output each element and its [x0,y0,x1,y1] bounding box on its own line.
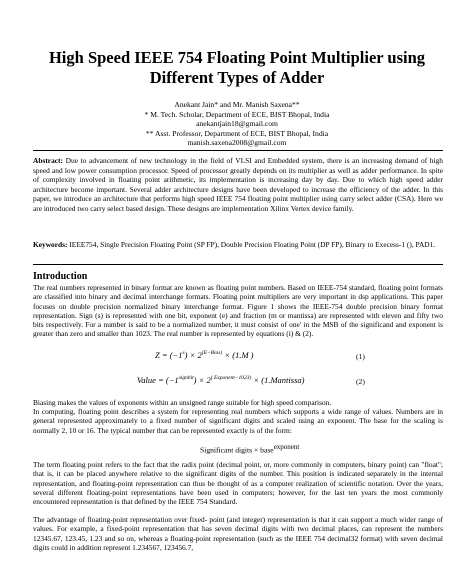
keywords [33,240,443,250]
significant-digits-formula: Significant digits × base$^{exponent}$ [200,443,300,455]
keywords-text: IEEE754, Single Precision Floating Point (SP FP), Double Precision Floating Point (DP FP), Binary to Execess-1 (), PAD1. [67,240,436,249]
abstract-label: Abstract: [33,156,63,165]
author-email-2: manish.saxena2008@gmail.com [187,138,287,148]
equation-2-number: (2) [356,377,365,386]
abstract-text: Due to advancement of new technology in the field of VLSI and Embedded system, there is an increasing demand of high speed and low power consumption processor. Speed of processor greatly depends on its multiplier as well as adder performance. In spite of complexity involved in floating point arithmetic, its implementation is increasing day by day. Due to which high speed adder architecture become important. Several adder architecture designs have been developed to increase the efficiency of the adder. In this paper, we introduce an architecture that performs high speed IEEE 754 floating point multiplier using carry select adder (CSA). Here we are introduced two carry select based design. These designs are implementation Xilinx Vertex device family. [33,156,443,213]
intro-paragraph-2: Biasing makes the values of exponents within an unsigned range suitable for high speed comparison. [33,398,332,407]
intro-paragraph-5: The advantage of floating-point representation over fixed- point (and integer) representation is that it can support a much wider range of values. For example, a fixed-point representation that has seven decimal digits with two decimal places, can represent the numbers 12345.67, 123.45, 1.23 and so on, whereas a floating-point representation (such as the IEEE 754 decimal32 format) with seven decimal digits could in addition represent 1.234567, 123456.7, [33,515,443,552]
divider-bottom [33,264,443,265]
author-email-1: anekantjain18@gmail.com [196,119,278,129]
section-heading-introduction: Introduction [33,271,88,282]
equation-2: Value = $(-1^{signbit}) \times 2^{( Exponent-1023)}$ × (1.Mantissa) [137,375,305,385]
equation-1-number: (1) [356,352,365,361]
author-block [60,100,414,148]
keywords-label: Keywords: [33,240,68,249]
intro-paragraph-1: The real numbers represented in binary format are known as floating point numbers. Based on IEEE-754 standard, floating point formats are classified into binary and decimal interchange formats. Floating point multipliers are very important in dsp applications. This paper focuses on double precision normalized binary interchange format. Figure 1 shows the IEEE-754 double precision binary format representation. Sign (s) is represented with one bit, exponent (e) and fraction (m or mantissa) are represented with eleven and fifty two bits respectively. For a number is said to be a normalized number, it must consist of one' in the MSB of the significand and exponent is greater than zero and smaller than 1023. The real number is represented by equations (i) & (2). [33,283,443,339]
divider-top [33,150,443,151]
intro-paragraph-3: In computing, floating point describes a system for representing real numbers which supports a wide range of values. Numbers are in general represented approximately to a fixed number of significant digits and scaled using an exponent. The base for the scaling is normally 2, 10 or 16. The typical number that can be represented exactly is of the form: [33,407,443,435]
paper-title: High Speed IEEE 754 Floating Point Multiplier using Different Types of Adder [48,48,426,87]
intro-paragraph-4: The term floating point refers to the fact that the radix point (decimal point, or, more commonly in computers, binary point) can "float"; that is, it can be placed anywhere relative to the significant digits of the number. This position is indicated separately in the internal representation, and floating-point representation can thus be thought of as a computer realization of scientific notation. Over the years, several different floating-point representations have been used in computers; however, for the last ten years the most commonly encountered representation is that defined by the IEEE 754 Standard. [33,460,443,507]
equation-1: $Z = (-1^s) \times 2^{(E-Bias)} \times (1.M$ ) [155,350,254,360]
author-names: Anekant Jain* and Mr. Manish Saxena** [174,100,300,109]
abstract [33,156,443,213]
author-affiliation-2: ** Asst. Professor, Department of ECE, BIST Bhopal, India [145,128,329,138]
author-affiliation-1: * M. Tech. Scholar, Department of ECE, BIST Bhopal, India [144,109,330,119]
